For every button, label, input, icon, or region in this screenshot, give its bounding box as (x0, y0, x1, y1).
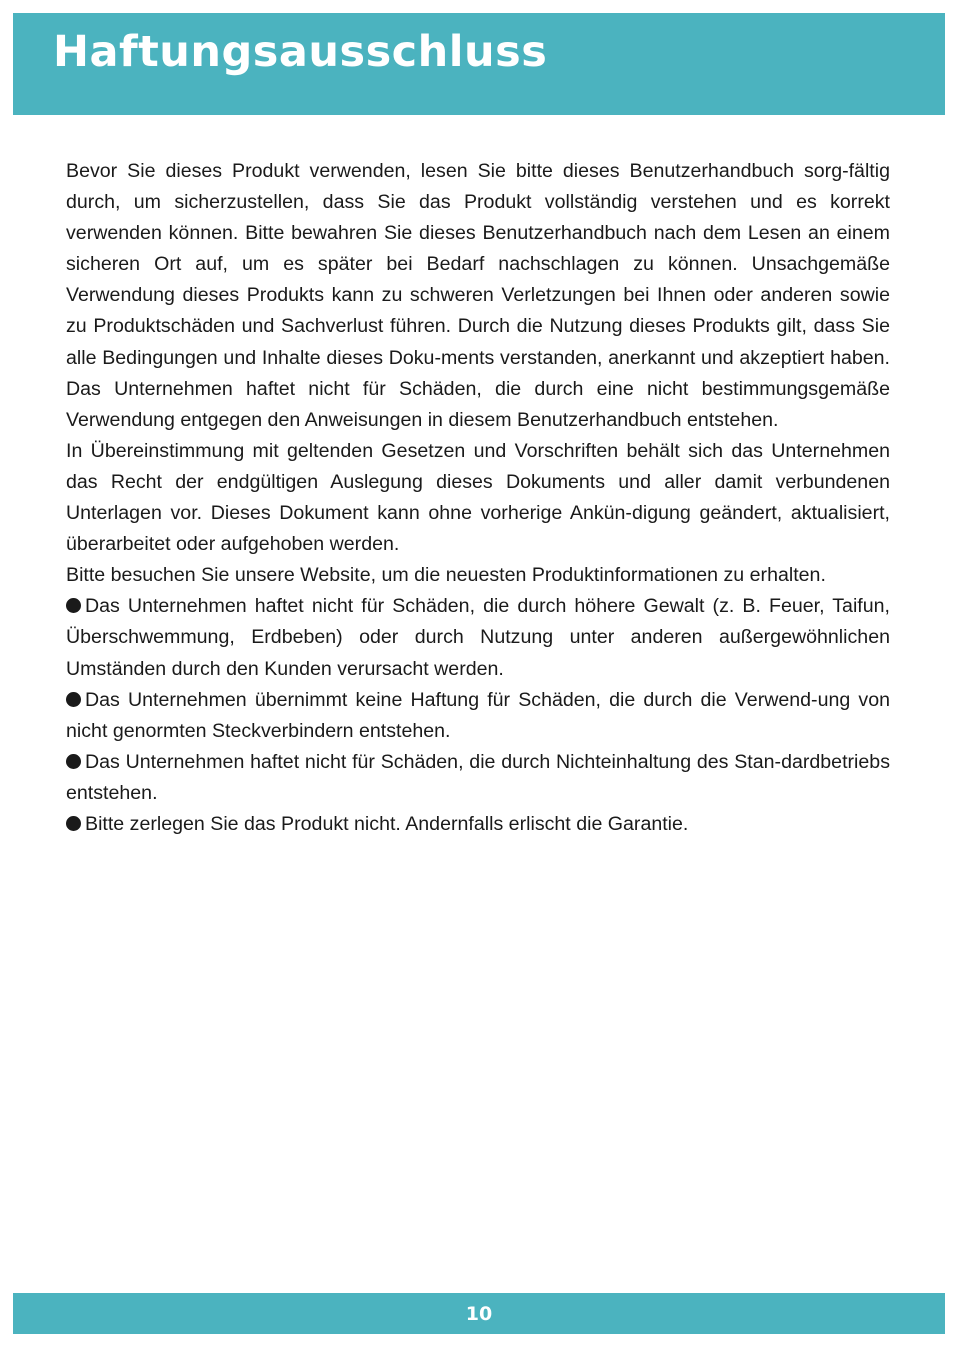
bullet-text: Bitte zerlegen Sie das Produkt nicht. Andernfalls erlischt die Garantie. (85, 812, 689, 835)
bullet-item (66, 685, 890, 747)
paragraph: In Übereinstimmung mit geltenden Gesetzen und Vorschriften behält sich das Unternehmen das Recht der endgültigen Auslegung dieses Dokuments und aller damit verbundenen Unterlagen vor. Dieses Dokument kann ohne vorherige Ankün-digung geändert, aktualisiert, überarbeitet oder aufgehoben werden. (66, 439, 890, 556)
bullet-dot-icon (66, 692, 81, 707)
bullet-item (66, 747, 890, 809)
paragraph: Bitte besuchen Sie unsere Website, um die neuesten Produktinformationen zu erhalten. (66, 564, 826, 587)
bullet-text: Das Unternehmen übernimmt keine Haftung für Schäden, die durch die Verwend-ung von nicht genormten Steckverbindern entstehen. (66, 688, 890, 742)
paragraph: Bevor Sie dieses Produkt verwenden, lesen Sie bitte dieses Benutzerhandbuch sorg-fältig durch, um sicherzustellen, dass Sie das Produkt vollständig verstehen und es korrekt verwenden können. Bitte bewahren Sie dieses Benutzerhandbuch nach dem Lesen an einem sicheren Ort auf, um es später bei Bedarf nachschlagen zu können. Unsachgemäße Verwendung dieses Produkts kann zu schweren Verletzungen bei Ihnen oder anderen sowie zu Produktschäden und Sachverlust führen. Durch die Nutzung dieses Produkts gilt, dass Sie alle Bedingungen und Inhalte dieses Doku-ments verstanden, anerkannt und akzeptiert haben. Das Unternehmen haftet nicht für Schäden, die durch eine nicht bestimmungsgemäße Verwendung entgegen den Anweisungen in diesem Benutzerhandbuch entstehen. (66, 160, 890, 431)
bullet-dot-icon (66, 598, 81, 613)
bullet-dot-icon (66, 816, 81, 831)
bullet-item (66, 591, 890, 684)
page-number: 10 (465, 1302, 493, 1325)
bullet-dot-icon (66, 754, 81, 769)
footer-band (13, 1293, 945, 1334)
bullet-item (66, 809, 890, 840)
bullet-text: Das Unternehmen haftet nicht für Schäden, die durch höhere Gewalt (z. B. Feuer, Taifun, Überschwemmung, Erdbeben) oder durch Nutzung unter anderen außergewöhnlichen Umständen durch den Kunden verursacht werden. (66, 595, 890, 680)
body-text (66, 156, 890, 840)
page-title: Haftungsausschluss (53, 27, 548, 77)
bullet-text: Das Unternehmen haftet nicht für Schäden, die durch Nichteinhaltung des Stan-dardbetriebs entstehen. (66, 750, 890, 804)
